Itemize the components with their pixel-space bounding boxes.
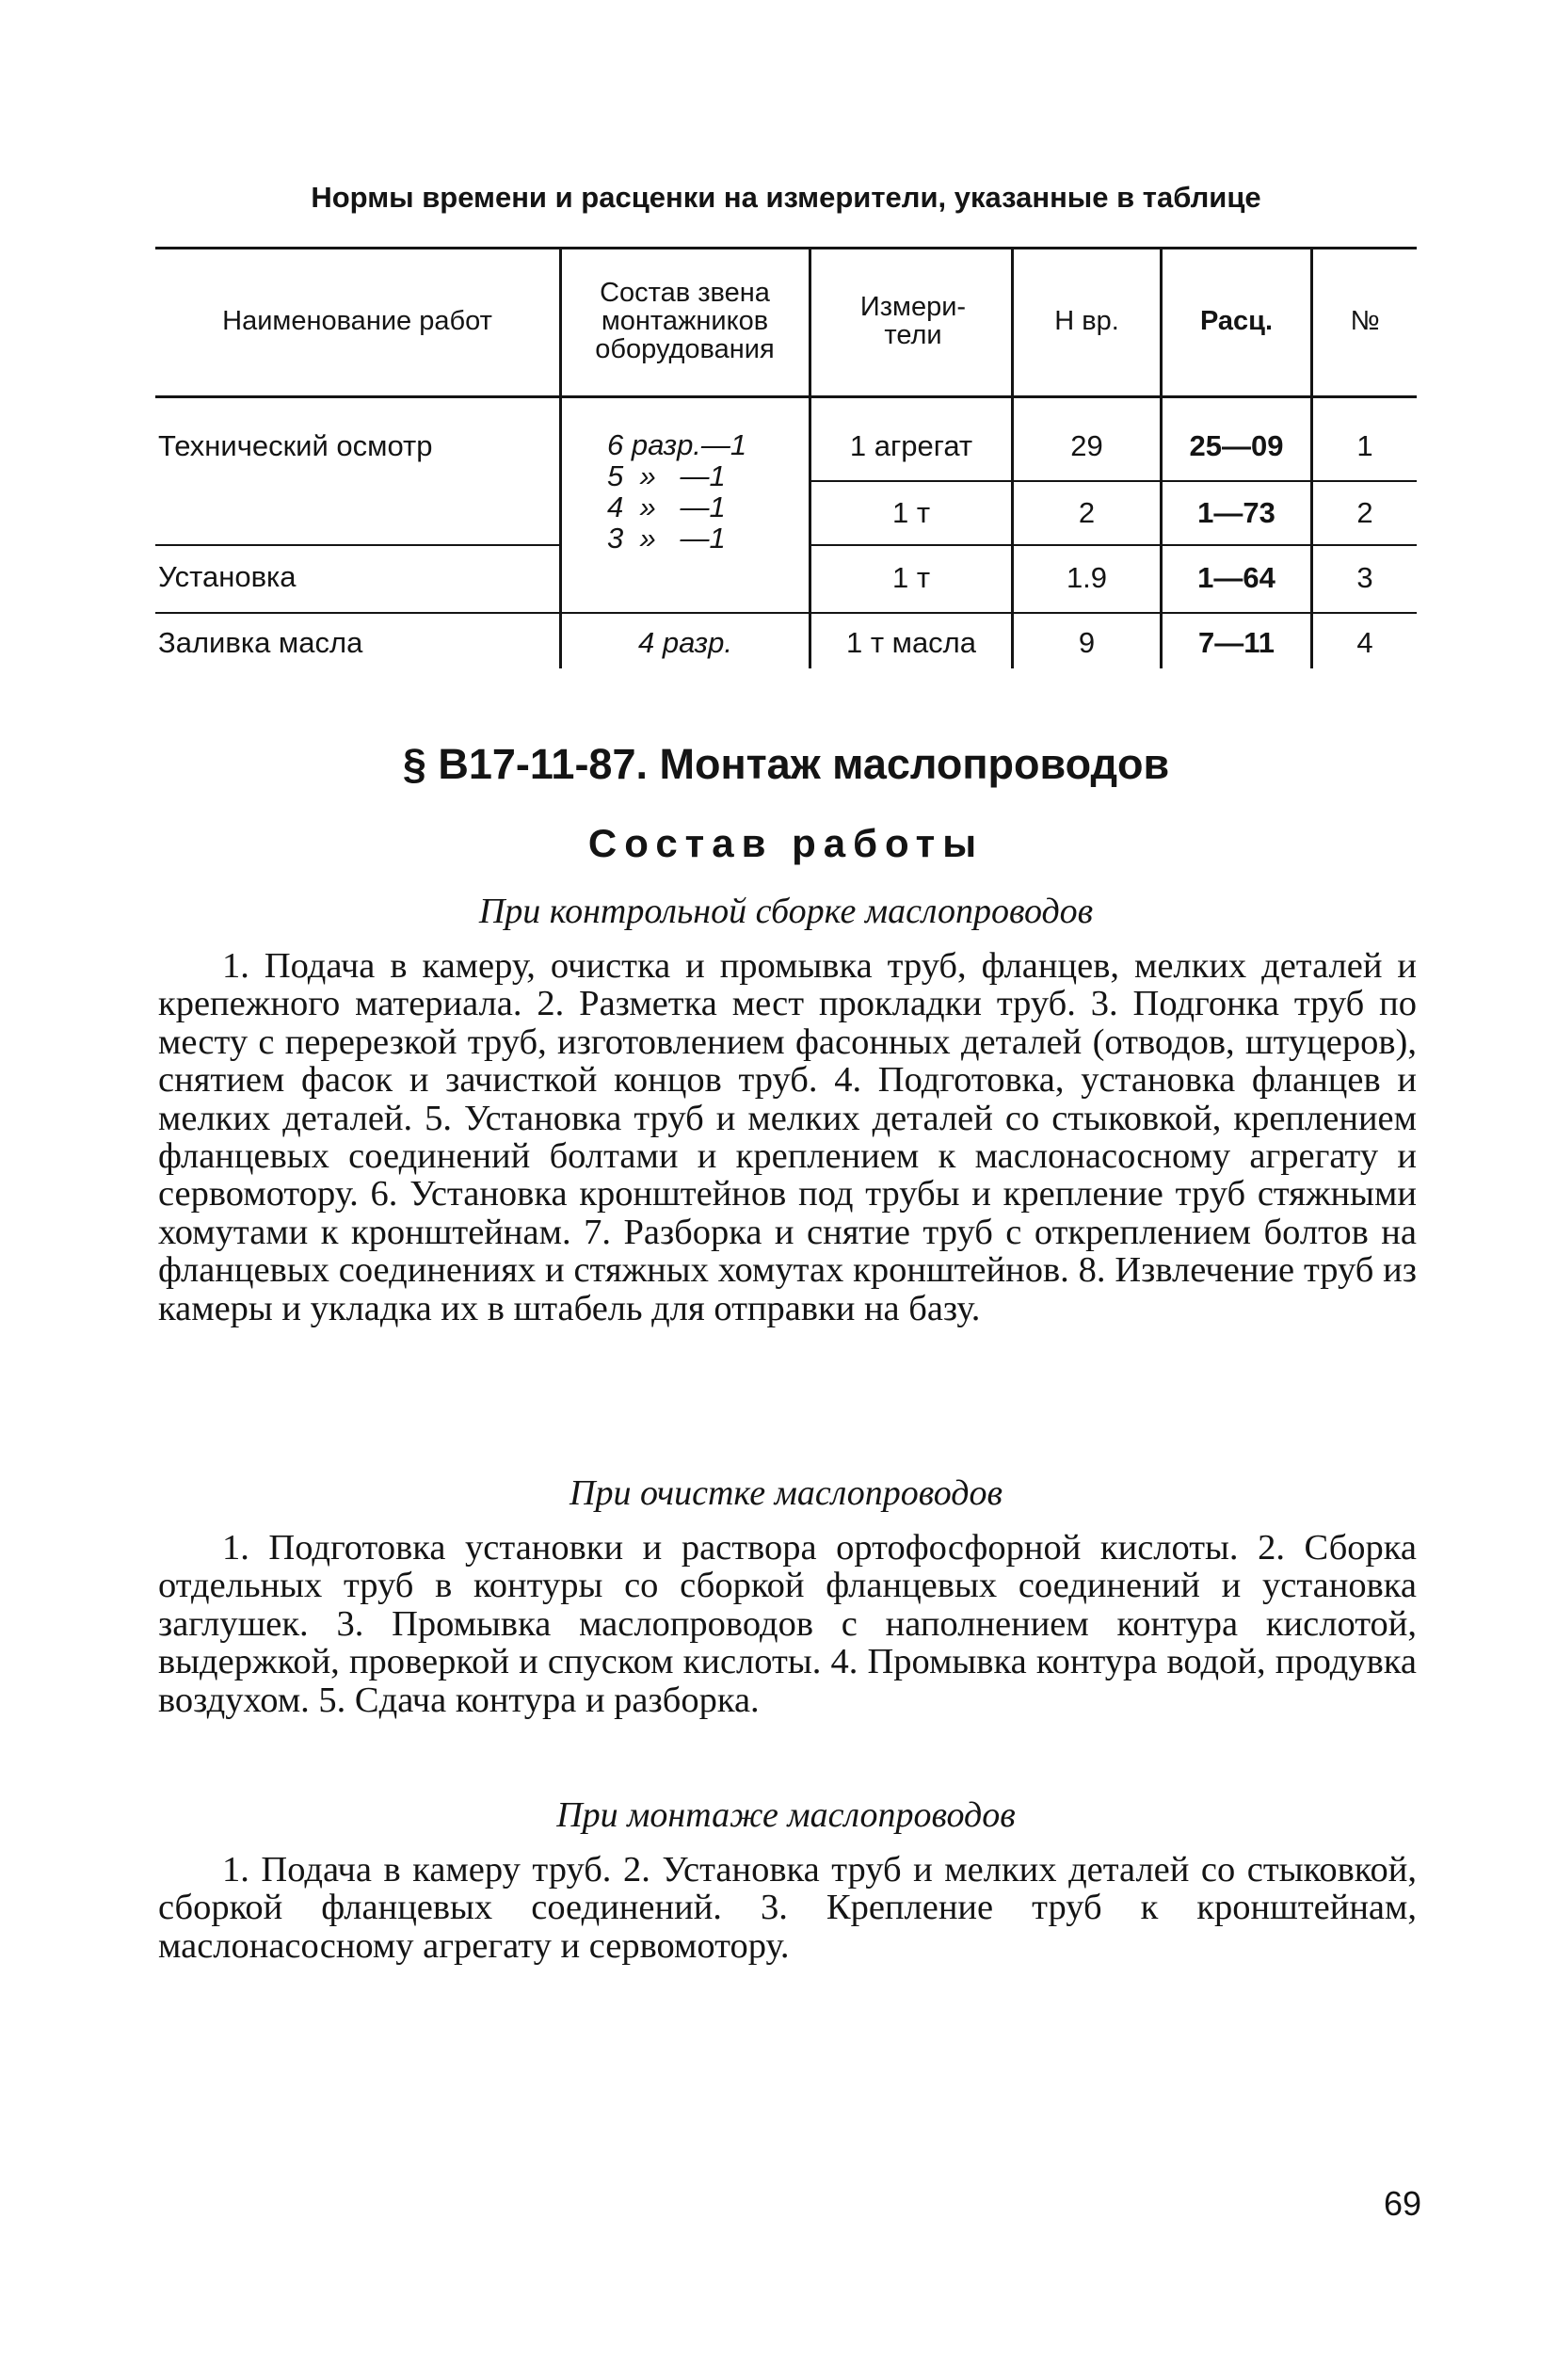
row-4-number: 4 [1356, 626, 1373, 659]
row-rule-1 [810, 480, 1417, 482]
crew-line-1: 6 разр.—1 [607, 428, 747, 461]
section-heading: § В17-11-87. Монтаж маслопроводов [402, 740, 1170, 788]
row-rule-2-left [155, 544, 560, 546]
header-rate: Расц. [1199, 306, 1274, 336]
row-2-time-norm: 2 [1078, 496, 1096, 529]
crew-line-2: 5 » —1 [607, 459, 726, 492]
row-4-work-name: Заливка масла [158, 626, 363, 659]
subheading-cleaning: При очистке маслопроводов [569, 1473, 1003, 1513]
crew-line-3: 4 » —1 [607, 490, 726, 523]
subheading-control-assembly: При контрольной сборке маслопроводов [478, 892, 1094, 931]
row-3-rate: 1—64 [1197, 561, 1275, 594]
row-4-time-norm: 9 [1078, 626, 1096, 659]
table-header-rule [155, 395, 1417, 398]
row-1-number: 1 [1356, 429, 1373, 462]
header-number: № [1350, 306, 1380, 336]
header-work-name: Наименование работ [222, 306, 492, 336]
row-1-unit: 1 агрегат [849, 429, 973, 462]
crew-oil: 4 разр. [638, 626, 732, 659]
row-rule-3 [155, 612, 1417, 614]
header-time-norm: Н вр. [1054, 306, 1119, 336]
paragraph-installation: 1. Подача в камеру труб. 2. Установка труб и мелких деталей со стыковкой, сборкой фланцевых соединений. 3. Крепление труб к кронштейнам, маслонасосному агрегату и сервомотору. [158, 1850, 1417, 1966]
header-crew: Состав звена монтажников оборудования [595, 278, 775, 364]
row-rule-2-right [810, 544, 1417, 546]
paragraph-control-assembly: 1. Подача в камеру, очистка и промывка труб, фланцев, мелких деталей и крепежного материала. 2. Разметка мест прокладки труб. 3. Подгонка труб по месту с перерезкой труб, изготовлением фасонных деталей (отводов, штуцеров), снятием фасок и зачисткой концов труб. 4. Подготовка, установка фланцев и мелких деталей. 5. Установка труб и мелких деталей со стыковкой, креплением фланцевых соединений болтами и креплением к маслонасосному агрегату и сервомотору. 6. Установка кронштейнов под трубы и крепление труб стяжными хомутами к кронштейнам. 7. Разборка и снятие труб с откреплением болтов на фланцевых соединениях и стяжных хомутах кронштейнов. 8. Извлечение труб из камеры и укладка их в штабель для отправки на базу. [158, 946, 1417, 1328]
row-1-time-norm: 29 [1070, 429, 1103, 462]
row-2-rate: 1—73 [1197, 496, 1275, 529]
row-2-number: 2 [1356, 496, 1373, 529]
row-4-rate: 7—11 [1197, 626, 1275, 659]
row-3-time-norm: 1.9 [1066, 561, 1108, 594]
col-rule-1 [559, 247, 562, 668]
crew-line-4: 3 » —1 [607, 522, 726, 555]
row-3-work-name: Установка [158, 560, 297, 593]
row-1-rate: 25—09 [1189, 429, 1284, 462]
subheading-installation: При монтаже маслопроводов [556, 1795, 1016, 1835]
page-number: 69 [1383, 2184, 1421, 2223]
paragraph-cleaning: 1. Подготовка установки и раствора ортофосфорной кислоты. 2. Сборка отдельных труб в контуры со сборкой фланцевых соединений и установка заглушек. 3. Промывка маслопроводов с наполнением контура кислотой, выдержкой, проверкой и спуском кислоты. 4. Промывка контура водой, продувка воздухом. 5. Сдача контура и разборка. [158, 1528, 1417, 1720]
row-4-unit: 1 т масла [845, 626, 977, 659]
row-3-unit: 1 т [891, 561, 931, 594]
table-caption: Нормы времени и расценки на измерители, указанные в таблице [311, 181, 1261, 214]
row-1-work-name: Технический осмотр [158, 429, 433, 462]
table-top-rule [155, 247, 1417, 249]
row-2-unit: 1 т [891, 496, 931, 529]
composition-heading: Состав работы [587, 821, 985, 865]
header-units: Измери-тели [859, 292, 967, 350]
row-3-number: 3 [1356, 561, 1373, 594]
